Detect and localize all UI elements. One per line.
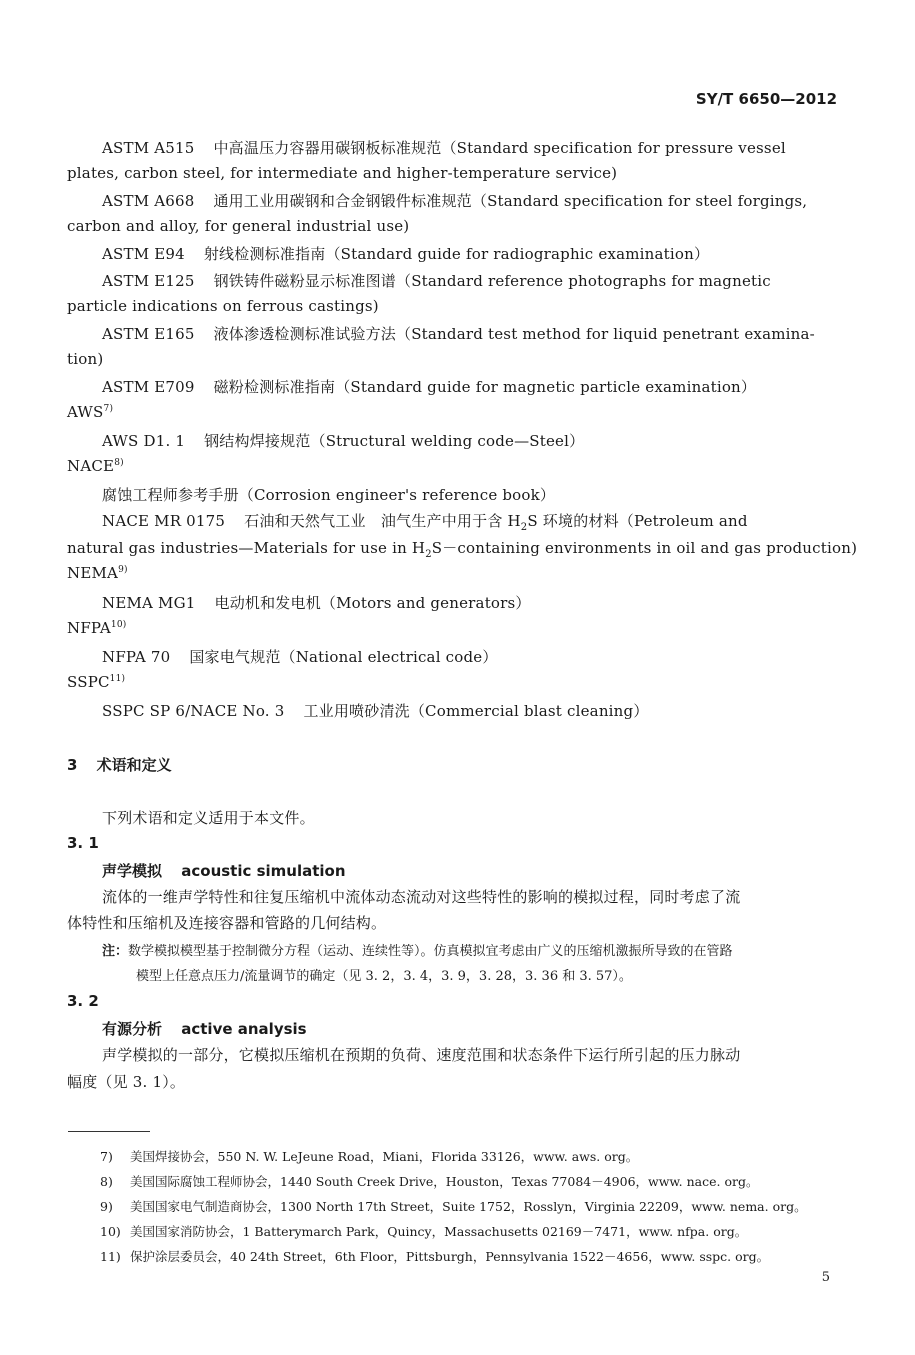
ref-code: ASTM E709 — [102, 378, 195, 396]
footnote — [100, 1172, 758, 1190]
ref-astm-a668 — [102, 190, 807, 211]
footnote-mark: 10) — [110, 620, 127, 630]
org-name: SSPC — [67, 673, 110, 691]
term-zh: 有源分析 — [102, 1020, 163, 1038]
org-name: AWS — [67, 403, 104, 421]
ref-nace-mr0175-cont — [67, 537, 857, 558]
section-intro: 下列术语和定义适用于本文件。 — [102, 809, 315, 827]
term-zh: 声学模拟 — [102, 862, 163, 880]
footnote-text: 美国国际腐蚀工程师协会，1440 South Creek Drive，Houston，Texas 77084－4906，www. nace. org。 — [130, 1174, 759, 1189]
footnote-number: 10) — [100, 1224, 121, 1239]
footnote-mark: 9) — [118, 565, 128, 575]
section-heading — [67, 754, 172, 775]
footnote-mark: 11) — [109, 674, 126, 684]
footnote-text: 美国焊接协会，550 N. W. LeJeune Road，Miani，Florida 33126，www. aws. org。 — [130, 1149, 639, 1164]
ref-code: SSPC SP 6/NACE No. 3 — [102, 702, 285, 720]
ref-desc: 钢铁铸件磁粉显示标准图谱（Standard reference photographs for magnetic — [213, 272, 771, 290]
subscript: 2 — [425, 549, 432, 560]
footnote — [100, 1222, 747, 1240]
footnote — [100, 1147, 638, 1165]
ref-code: NFPA 70 — [102, 648, 171, 666]
term-en: active analysis — [181, 1020, 307, 1038]
term-definition-cont: 幅度（见 3. 1）。 — [67, 1073, 186, 1091]
ref-desc: 钢结构焊接规范（Structural welding code—Steel） — [204, 432, 585, 450]
footnote-divider — [68, 1131, 150, 1132]
ref-sspc-sp6 — [102, 700, 649, 721]
ref-nace-mr0175 — [102, 510, 748, 531]
ref-desc: 电动机和发电机（Motors and generators） — [214, 594, 531, 612]
footnote-number: 7) — [100, 1149, 113, 1164]
ref-code: ASTM E94 — [102, 245, 185, 263]
term-note — [102, 940, 733, 959]
note-label: 注： — [102, 944, 129, 959]
term-number: 3. 1 — [67, 834, 99, 852]
org-nace — [67, 457, 124, 475]
footnote-text: 美国国家消防协会，1 Batterymarch Park，Quincy，Massachusetts 02169－7471，www. nfpa. org。 — [130, 1224, 748, 1239]
org-nfpa — [67, 619, 126, 637]
standard-code-header: SY/T 6650—2012 — [695, 90, 837, 108]
term-title — [102, 860, 346, 881]
ref-code: ASTM A668 — [102, 192, 195, 210]
ref-astm-e125 — [102, 270, 771, 291]
ref-aws-d1-1 — [102, 430, 584, 451]
ref-desc-part: 石油和天然气工业 油气生产中用于含 H — [244, 512, 521, 530]
org-name: NACE — [67, 457, 115, 475]
ref-astm-e94 — [102, 243, 709, 264]
term-en: acoustic simulation — [181, 862, 346, 880]
ref-desc: 工业用喷砂清洗（Commercial blast cleaning） — [303, 702, 649, 720]
ref-astm-e165 — [102, 323, 815, 344]
term-definition: 声学模拟的一部分，它模拟压缩机在预期的负荷、速度范围和状态条件下运行所引起的压力脉动 — [102, 1046, 741, 1064]
footnote-number: 9) — [100, 1199, 113, 1214]
ref-desc: 磁粉检测标准指南（Standard guide for magnetic particle examination） — [213, 378, 757, 396]
ref-desc: 液体渗透检测标准试验方法（Standard test method for liquid penetrant examina- — [213, 325, 815, 343]
footnote-number: 11) — [100, 1249, 121, 1264]
ref-nema-mg1 — [102, 592, 531, 613]
subscript: 2 — [520, 522, 528, 533]
ref-desc-part: natural gas industries—Materials for use in H — [67, 539, 426, 557]
footnote-text: 保护涂层委员会，40 24th Street，6th Floor，Pittsburgh，Pennsylvania 1522－4656，www. sspc. org。 — [130, 1249, 770, 1264]
note-text: 数学模拟模型基于控制微分方程（运动、连续性等）。仿真模拟宜考虑由广义的压缩机激振所导致的在管路 — [128, 944, 733, 959]
ref-code: AWS D1. 1 — [102, 432, 186, 450]
ref-astm-a668-cont: carbon and alloy, for general industrial use) — [67, 217, 410, 235]
org-aws — [67, 403, 113, 421]
ref-astm-e709 — [102, 376, 756, 397]
ref-desc: 射线检测标准指南（Standard guide for radiographic examination） — [203, 245, 710, 263]
term-note-cont: 模型上任意点压力/流量调节的确定（见 3. 2，3. 4，3. 9，3. 28，3. 36 和 3. 57）。 — [136, 969, 632, 984]
ref-code: NACE MR 0175 — [102, 512, 226, 530]
ref-astm-a515-cont: plates, carbon steel, for intermediate and higher-temperature service) — [67, 164, 618, 182]
ref-desc: 中高温压力容器用碳钢板标准规范（Standard specification for pressure vessel — [213, 139, 786, 157]
ref-nace-book: 腐蚀工程师参考手册（Corrosion engineer's reference book） — [102, 486, 556, 504]
section-number: 3 — [67, 756, 78, 774]
footnote-mark: 8) — [114, 458, 124, 468]
org-nema — [67, 564, 128, 582]
ref-desc: 通用工业用碳钢和合金钢锻件标准规范（Standard specification for steel forgings, — [213, 192, 808, 210]
term-title — [102, 1018, 307, 1039]
term-definition-cont: 体特性和压缩机及连接容器和管路的几何结构。 — [67, 914, 387, 932]
term-definition: 流体的一维声学特性和往复压缩机中流体动态流动对这些特性的影响的模拟过程，同时考虑了流 — [102, 888, 741, 906]
ref-astm-e165-cont: tion) — [67, 350, 104, 368]
term-number: 3. 2 — [67, 992, 99, 1010]
ref-desc-part: S－containing environments in oil and gas production) — [431, 539, 858, 557]
ref-desc: 国家电气规范（National electrical code） — [189, 648, 498, 666]
footnote — [100, 1247, 769, 1265]
footnote-mark: 7) — [103, 404, 114, 414]
ref-desc — [244, 512, 748, 533]
footnote-text: 美国国家电气制造商协会，1300 North 17th Street，Suite 1752，Rosslyn，Virginia 22209，www. nema. org。 — [130, 1199, 807, 1214]
ref-code: ASTM E125 — [102, 272, 195, 290]
ref-code: ASTM E165 — [102, 325, 195, 343]
ref-code: ASTM A515 — [102, 139, 195, 157]
footnote-number: 8) — [100, 1174, 113, 1189]
ref-code: NEMA MG1 — [102, 594, 196, 612]
ref-desc-part: S 环境的材料（Petroleum and — [527, 512, 748, 530]
footnote — [100, 1197, 807, 1215]
ref-nfpa-70 — [102, 646, 498, 667]
org-sspc — [67, 673, 125, 691]
ref-astm-e125-cont: particle indications on ferrous castings) — [67, 297, 379, 315]
org-name: NEMA — [67, 564, 119, 582]
ref-astm-a515 — [102, 137, 786, 158]
org-name: NFPA — [67, 619, 111, 637]
page-number: 5 — [821, 1270, 830, 1285]
section-title: 术语和定义 — [96, 756, 172, 774]
